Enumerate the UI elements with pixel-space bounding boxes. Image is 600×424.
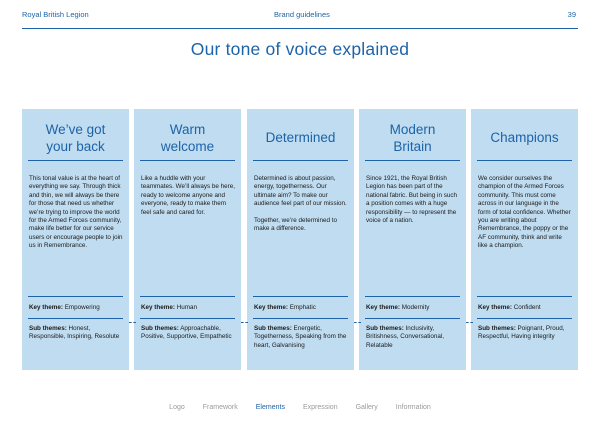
page-title: Our tone of voice explained [190, 39, 410, 59]
sub-themes [29, 325, 125, 342]
column-body: Since 1921, the Royal British Legion has been part of the national fabric. But being in such a position comes with a huge responsibility — to represent the voice of a nation. [366, 175, 458, 225]
column-divider [477, 160, 572, 161]
key-theme-value: Empowering [64, 304, 100, 311]
sub-themes-value: Honest, Responsible, Inspiring, Resolute [29, 325, 120, 341]
column-divider [477, 318, 572, 319]
sub-themes-label: Sub themes: [141, 325, 179, 332]
nav-item-framework[interactable]: Framework [202, 404, 238, 411]
nav-item-elements[interactable]: Elements [255, 404, 285, 411]
key-theme [141, 304, 237, 312]
key-theme-value: Modernity [401, 304, 430, 311]
nav-item-logo[interactable]: Logo [169, 404, 185, 411]
key-theme-label: Key theme: [141, 304, 175, 311]
key-theme-label: Key theme: [366, 304, 400, 311]
header-doc-title: Brand guidelines [274, 10, 330, 19]
sub-themes-label: Sub themes: [29, 325, 67, 332]
header-divider [22, 28, 578, 29]
column-connector [129, 322, 136, 323]
key-theme [366, 304, 462, 312]
key-theme [254, 304, 350, 312]
column-body: This tonal value is at the heart of everything we say. Through thick and thin, we will always be there for those that need us whether we’re trying to improve the world for the Armed Forces community, make life better for our service users or encourage people to join us in Remembrance. [29, 175, 123, 250]
column-divider [365, 160, 460, 161]
key-theme [478, 304, 574, 312]
tone-column-1 [22, 109, 129, 370]
sub-themes-value: Approachable, Positive, Supportive, Empathetic [141, 325, 232, 341]
key-theme-label: Key theme: [254, 304, 288, 311]
sub-themes [141, 325, 237, 342]
key-theme-label: Key theme: [29, 304, 63, 311]
column-divider [365, 318, 460, 319]
sub-themes [366, 325, 462, 350]
key-theme [29, 304, 125, 312]
tone-columns [22, 109, 578, 370]
sub-themes-value: Inclusivity, Britishness, Conversational, Relatable [366, 325, 445, 349]
sub-themes-label: Sub themes: [254, 325, 292, 332]
column-heading: Warm welcome [160, 121, 215, 154]
column-divider [253, 318, 348, 319]
column-heading: Modern Britain [389, 121, 436, 154]
sub-themes [254, 325, 350, 350]
column-divider [140, 296, 235, 297]
column-heading: Determined [265, 130, 336, 145]
key-theme-label: Key theme: [478, 304, 512, 311]
column-connector [354, 322, 361, 323]
sub-themes-label: Sub themes: [366, 325, 404, 332]
column-divider [140, 318, 235, 319]
nav-item-expression[interactable]: Expression [302, 404, 338, 411]
column-heading: Champions [490, 130, 559, 145]
column-connector [241, 322, 248, 323]
column-connector [466, 322, 473, 323]
column-divider [253, 160, 348, 161]
column-body: We consider ourselves the champion of the Armed Forces community. This must come across in our language in the form of total confidence. Whether you are writing about Remembrance, the poppy or the AF community, think and write like a champion. [478, 175, 571, 250]
column-divider [28, 296, 123, 297]
tone-column-5 [471, 109, 578, 370]
column-divider [365, 296, 460, 297]
column-divider [477, 296, 572, 297]
column-divider [28, 160, 123, 161]
tone-column-2 [134, 109, 241, 370]
nav-item-gallery[interactable]: Gallery [355, 404, 378, 411]
header-org-name: Royal British Legion [22, 10, 89, 19]
section-nav [0, 404, 600, 411]
sub-themes-value: Poignant, Proud, Respectful, Having integrity [478, 325, 565, 341]
tone-column-4 [359, 109, 466, 370]
column-body: Determined is about passion, energy, togetherness. Our ultimate aim? To make our audience feel part of our mission. Together, we’re determined to make a difference. [254, 175, 347, 233]
sub-themes-label: Sub themes: [478, 325, 516, 332]
sub-themes [478, 325, 574, 342]
column-divider [253, 296, 348, 297]
column-heading: We’ve got your back [45, 121, 106, 154]
column-body: Like a huddle with your teammates. We’ll always be here, ready to welcome anyone and everyone, ready to make them feel safe and cared for. [141, 175, 236, 216]
key-theme-value: Emphatic [289, 304, 316, 311]
nav-item-information[interactable]: Information [395, 404, 431, 411]
key-theme-value: Confident [513, 304, 541, 311]
key-theme-value: Human [176, 304, 198, 311]
tone-column-3 [247, 109, 354, 370]
sub-themes-value: Energetic, Togetherness, Speaking from the heart, Galvanising [254, 325, 347, 349]
column-divider [140, 160, 235, 161]
page-number: 39 [567, 10, 576, 19]
column-divider [28, 318, 123, 319]
